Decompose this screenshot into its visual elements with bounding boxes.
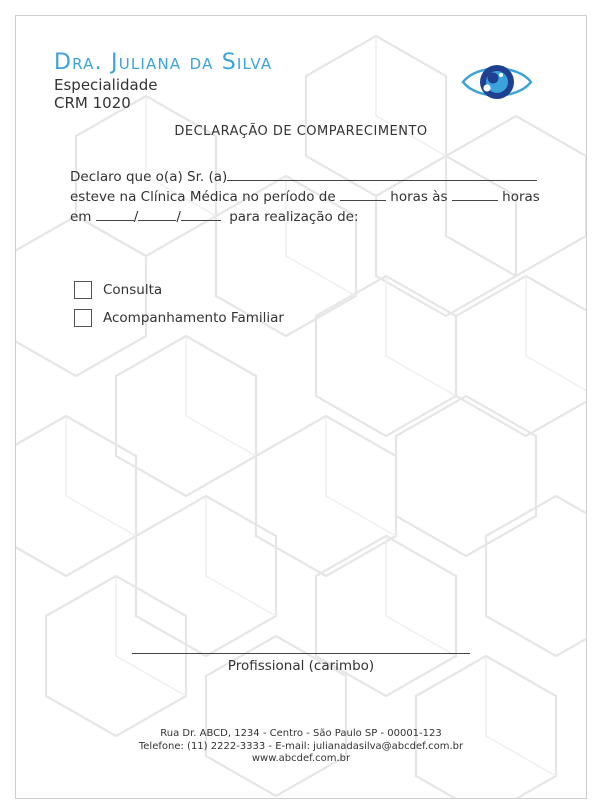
crm-number: CRM 1020 — [54, 94, 131, 112]
period-suffix: horas — [502, 189, 540, 205]
footer — [16, 728, 586, 766]
acompanhamento-checkbox[interactable] — [74, 309, 92, 327]
date-prefix: em — [70, 209, 92, 225]
date-day-field[interactable] — [96, 207, 134, 221]
end-hour-field[interactable] — [452, 187, 498, 201]
signature-line[interactable] — [132, 653, 470, 654]
document-page — [15, 15, 587, 799]
date-year-field[interactable] — [181, 207, 221, 221]
patient-name-field[interactable] — [227, 167, 537, 181]
acompanhamento-label: Acompanhamento Familiar — [103, 310, 284, 326]
date-separator: / — [176, 209, 181, 225]
doctor-name: Dra. Juliana da Silva — [54, 50, 273, 75]
footer-address: Rua Dr. ABCD, 1234 - Centro - São Paulo SP - 00001-123 — [160, 728, 442, 739]
option-acompanhamento — [74, 309, 284, 327]
period-prefix: esteve na Clínica Médica no período de — [70, 189, 336, 205]
declaration-line-2 — [70, 187, 540, 205]
specialty: Especialidade — [54, 76, 158, 94]
option-consulta — [74, 281, 162, 299]
consulta-label: Consulta — [103, 282, 163, 298]
date-month-field[interactable] — [138, 207, 176, 221]
declaration-line-1 — [70, 167, 537, 185]
declaration-line-3 — [70, 207, 359, 225]
footer-website: www.abcdef.com.br — [251, 753, 351, 764]
consulta-checkbox[interactable] — [74, 281, 92, 299]
declaration-prefix: Declaro que o(a) Sr. (a) — [70, 169, 228, 185]
date-separator: / — [133, 209, 139, 225]
period-middle: horas às — [390, 189, 448, 205]
start-hour-field[interactable] — [340, 187, 386, 201]
purpose-label: para realização de: — [229, 209, 359, 225]
signature-label: Profissional (carimbo) — [227, 658, 375, 674]
footer-contact: Telefone: (11) 2222-3333 - E-mail: julianadasilva@abcdef.com.br — [138, 740, 464, 752]
document-title: DECLARAÇÃO DE COMPARECIMENTO — [174, 124, 428, 139]
eye-icon — [459, 60, 535, 104]
